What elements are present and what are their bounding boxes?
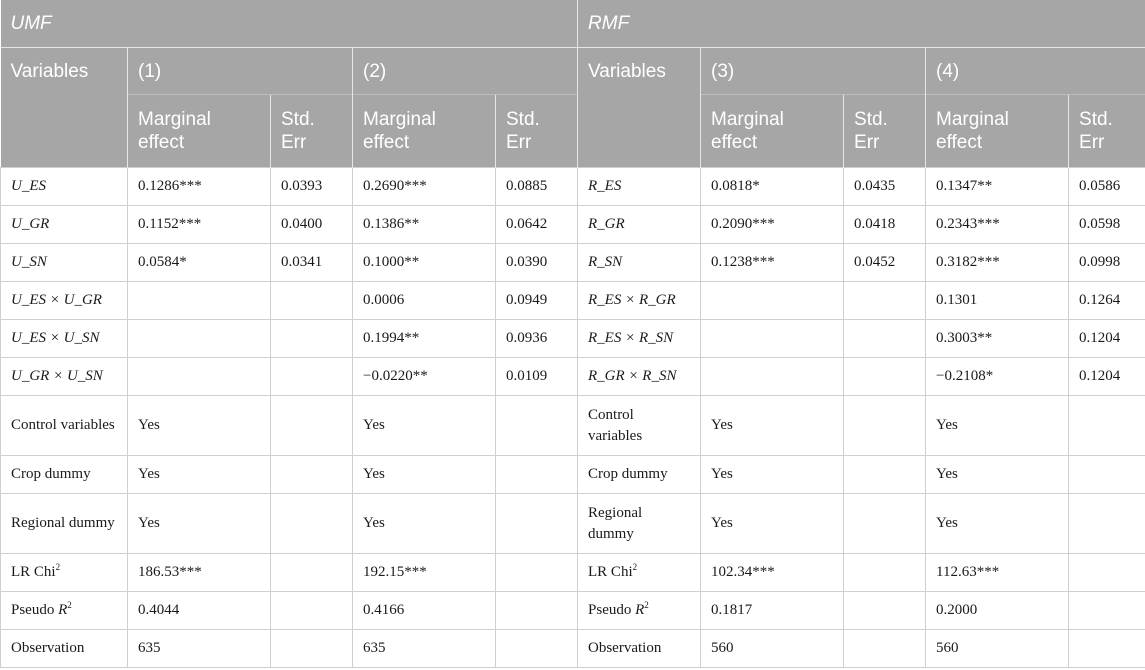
- marginal-effect-1: 635: [128, 630, 271, 668]
- marginal-effect-1: Yes: [128, 494, 271, 554]
- std-err-3: [844, 282, 926, 320]
- std-err-1: 0.0393: [271, 168, 353, 206]
- std-err-3: [844, 358, 926, 396]
- variable-label: Observation: [11, 640, 85, 656]
- variable-label: U_ES × U_GR: [11, 292, 102, 308]
- marginal-effect-2: 192.15***: [353, 554, 496, 592]
- marginal-effect-4: Yes: [926, 396, 1069, 456]
- variable-label: U_GR × U_SN: [11, 368, 103, 384]
- table-row: [1, 630, 1145, 668]
- std-err-3: 0.0452: [844, 244, 926, 282]
- marginal-effect-3: Yes: [701, 494, 844, 554]
- table-row: [1, 456, 1145, 494]
- std-err-4: [1069, 592, 1145, 630]
- variable-name-rmf: [578, 320, 701, 358]
- std-err-2: 0.0936: [496, 320, 578, 358]
- variable-name-rmf: [578, 494, 701, 554]
- variable-label: LR Chi: [11, 564, 56, 580]
- marginal-effect-2: −0.0220**: [353, 358, 496, 396]
- marginal-effect-2: 0.2690***: [353, 168, 496, 206]
- std-err-2: 0.0949: [496, 282, 578, 320]
- std-err-2: [496, 456, 578, 494]
- subheader-row: [1, 95, 1145, 168]
- std-err-1: 0.0400: [271, 206, 353, 244]
- variable-name-rmf: [578, 282, 701, 320]
- variable-italic: R: [635, 602, 645, 618]
- marginal-effect-3: [701, 282, 844, 320]
- marginal-effect-3: [701, 358, 844, 396]
- std-err-2: [496, 592, 578, 630]
- col-4-header: (4): [926, 48, 1145, 95]
- variable-name-umf: [1, 244, 128, 282]
- marginal-effect-3: 560: [701, 630, 844, 668]
- variable-label: Observation: [588, 640, 662, 656]
- marginal-effect-3: Yes: [701, 396, 844, 456]
- variable-name-rmf: [578, 456, 701, 494]
- marginal-effect-header-1: Marginal effect: [128, 95, 271, 168]
- subheader-blank-right: [578, 95, 701, 168]
- variable-name-umf: [1, 592, 128, 630]
- std-err-1: [271, 358, 353, 396]
- variable-name-umf: [1, 358, 128, 396]
- std-err-1: [271, 320, 353, 358]
- variable-label: Regional dummy: [11, 515, 115, 531]
- marginal-effect-2: Yes: [353, 396, 496, 456]
- variable-label: U_ES: [11, 178, 46, 194]
- std-err-1: [271, 456, 353, 494]
- std-err-header-1: Std. Err: [271, 95, 353, 168]
- variable-label: R_ES: [588, 178, 622, 194]
- marginal-effect-4: 0.3003**: [926, 320, 1069, 358]
- table-body: [1, 168, 1145, 668]
- std-err-2: [496, 494, 578, 554]
- variables-header-left: Variables: [1, 48, 128, 95]
- variable-label: U_SN: [11, 254, 47, 270]
- marginal-effect-3: 0.1817: [701, 592, 844, 630]
- table-row: [1, 358, 1145, 396]
- marginal-effect-2: 0.0006: [353, 282, 496, 320]
- marginal-effect-header-4: Marginal effect: [926, 95, 1069, 168]
- marginal-effect-1: 0.1152***: [128, 206, 271, 244]
- variable-name-umf: [1, 456, 128, 494]
- marginal-effect-4: 0.2000: [926, 592, 1069, 630]
- variable-label: Crop dummy: [588, 466, 668, 482]
- marginal-effect-4: 0.1301: [926, 282, 1069, 320]
- marginal-effect-1: [128, 358, 271, 396]
- variable-name-umf: [1, 206, 128, 244]
- variable-name-rmf: [578, 554, 701, 592]
- marginal-effect-3: 0.2090***: [701, 206, 844, 244]
- std-err-3: [844, 396, 926, 456]
- col-1-header: (1): [128, 48, 353, 95]
- std-err-4: [1069, 494, 1145, 554]
- marginal-effect-1: [128, 282, 271, 320]
- std-err-4: 0.0586: [1069, 168, 1145, 206]
- marginal-effect-4: Yes: [926, 494, 1069, 554]
- std-err-3: 0.0435: [844, 168, 926, 206]
- variable-label: Control variables: [11, 417, 115, 433]
- std-err-4: 0.0598: [1069, 206, 1145, 244]
- variable-superscript: 2: [67, 600, 72, 610]
- group-header-row: [1, 0, 1145, 48]
- table-row: [1, 168, 1145, 206]
- std-err-2: [496, 396, 578, 456]
- std-err-header-3: Std. Err: [844, 95, 926, 168]
- marginal-effect-2: 635: [353, 630, 496, 668]
- marginal-effect-header-3: Marginal effect: [701, 95, 844, 168]
- marginal-effect-1: 0.0584*: [128, 244, 271, 282]
- variable-italic: R: [58, 602, 68, 618]
- std-err-4: [1069, 630, 1145, 668]
- std-err-1: [271, 592, 353, 630]
- marginal-effect-1: Yes: [128, 456, 271, 494]
- variable-label: Crop dummy: [11, 466, 91, 482]
- col-2-header: (2): [353, 48, 578, 95]
- variable-label: Regional dummy: [588, 504, 643, 542]
- std-err-2: 0.0885: [496, 168, 578, 206]
- variable-label: U_GR: [11, 216, 50, 232]
- table-row: [1, 282, 1145, 320]
- table-row: [1, 396, 1145, 456]
- variable-label: U_ES × U_SN: [11, 330, 100, 346]
- group-rmf: RMF: [578, 0, 1145, 48]
- marginal-effect-1: 186.53***: [128, 554, 271, 592]
- marginal-effect-header-2: Marginal effect: [353, 95, 496, 168]
- std-err-3: 0.0418: [844, 206, 926, 244]
- marginal-effect-1: [128, 320, 271, 358]
- variable-name-umf: [1, 282, 128, 320]
- column-number-row: [1, 48, 1145, 95]
- variable-name-umf: [1, 554, 128, 592]
- variables-header-right: Variables: [578, 48, 701, 95]
- std-err-3: [844, 320, 926, 358]
- std-err-3: [844, 456, 926, 494]
- std-err-1: [271, 396, 353, 456]
- std-err-4: 0.1264: [1069, 282, 1145, 320]
- variable-name-umf: [1, 630, 128, 668]
- marginal-effect-4: 560: [926, 630, 1069, 668]
- variable-name-umf: [1, 320, 128, 358]
- variable-name-rmf: [578, 592, 701, 630]
- std-err-3: [844, 554, 926, 592]
- std-err-4: 0.1204: [1069, 358, 1145, 396]
- std-err-2: 0.0642: [496, 206, 578, 244]
- marginal-effect-3: Yes: [701, 456, 844, 494]
- marginal-effect-4: −0.2108*: [926, 358, 1069, 396]
- std-err-3: [844, 592, 926, 630]
- std-err-4: [1069, 554, 1145, 592]
- variable-superscript: 2: [55, 562, 61, 572]
- marginal-effect-2: 0.1386**: [353, 206, 496, 244]
- marginal-effect-1: 0.4044: [128, 592, 271, 630]
- std-err-3: [844, 494, 926, 554]
- variable-name-rmf: [578, 206, 701, 244]
- std-err-1: [271, 630, 353, 668]
- variable-superscript: 2: [632, 562, 638, 572]
- table-row: [1, 592, 1145, 630]
- marginal-effect-4: Yes: [926, 456, 1069, 494]
- variable-label: R_ES × R_SN: [588, 330, 674, 346]
- variable-label: Pseudo: [11, 602, 59, 618]
- std-err-3: [844, 630, 926, 668]
- variable-label: R_SN: [588, 254, 623, 270]
- std-err-header-4: Std. Err: [1069, 95, 1145, 168]
- variable-superscript: 2: [644, 600, 649, 610]
- variable-label: R_GR: [588, 216, 625, 232]
- std-err-4: [1069, 396, 1145, 456]
- variable-name-rmf: [578, 168, 701, 206]
- table-row: [1, 206, 1145, 244]
- marginal-effect-3: 0.0818*: [701, 168, 844, 206]
- table-row: [1, 494, 1145, 554]
- std-err-1: [271, 554, 353, 592]
- subheader-blank-left: [1, 95, 128, 168]
- std-err-1: [271, 282, 353, 320]
- table-row: [1, 554, 1145, 592]
- variable-name-rmf: [578, 244, 701, 282]
- variable-name-rmf: [578, 630, 701, 668]
- std-err-header-2: Std. Err: [496, 95, 578, 168]
- std-err-2: 0.0109: [496, 358, 578, 396]
- marginal-effect-4: 0.3182***: [926, 244, 1069, 282]
- variable-label: Control variables: [588, 406, 643, 444]
- marginal-effect-1: Yes: [128, 396, 271, 456]
- marginal-effect-3: 102.34***: [701, 554, 844, 592]
- marginal-effect-4: 0.2343***: [926, 206, 1069, 244]
- group-umf: UMF: [1, 0, 578, 48]
- variable-name-umf: [1, 396, 128, 456]
- variable-label: R_ES × R_GR: [588, 292, 676, 308]
- marginal-effect-4: 0.1347**: [926, 168, 1069, 206]
- table-row: [1, 320, 1145, 358]
- variable-name-umf: [1, 168, 128, 206]
- std-err-2: [496, 554, 578, 592]
- std-err-4: 0.0998: [1069, 244, 1145, 282]
- std-err-1: 0.0341: [271, 244, 353, 282]
- marginal-effect-2: 0.1994**: [353, 320, 496, 358]
- marginal-effect-3: [701, 320, 844, 358]
- marginal-effect-2: Yes: [353, 494, 496, 554]
- marginal-effect-2: Yes: [353, 456, 496, 494]
- variable-name-umf: [1, 494, 128, 554]
- marginal-effect-3: 0.1238***: [701, 244, 844, 282]
- col-3-header: (3): [701, 48, 926, 95]
- variable-label: Pseudo: [588, 602, 636, 618]
- std-err-4: 0.1204: [1069, 320, 1145, 358]
- std-err-2: [496, 630, 578, 668]
- std-err-1: [271, 494, 353, 554]
- variable-label: LR Chi: [588, 564, 633, 580]
- marginal-effect-2: 0.4166: [353, 592, 496, 630]
- marginal-effect-2: 0.1000**: [353, 244, 496, 282]
- std-err-2: 0.0390: [496, 244, 578, 282]
- table-row: [1, 244, 1145, 282]
- variable-name-rmf: [578, 396, 701, 456]
- variable-label: R_GR × R_SN: [588, 368, 677, 384]
- marginal-effect-1: 0.1286***: [128, 168, 271, 206]
- marginal-effect-4: 112.63***: [926, 554, 1069, 592]
- variable-name-rmf: [578, 358, 701, 396]
- std-err-4: [1069, 456, 1145, 494]
